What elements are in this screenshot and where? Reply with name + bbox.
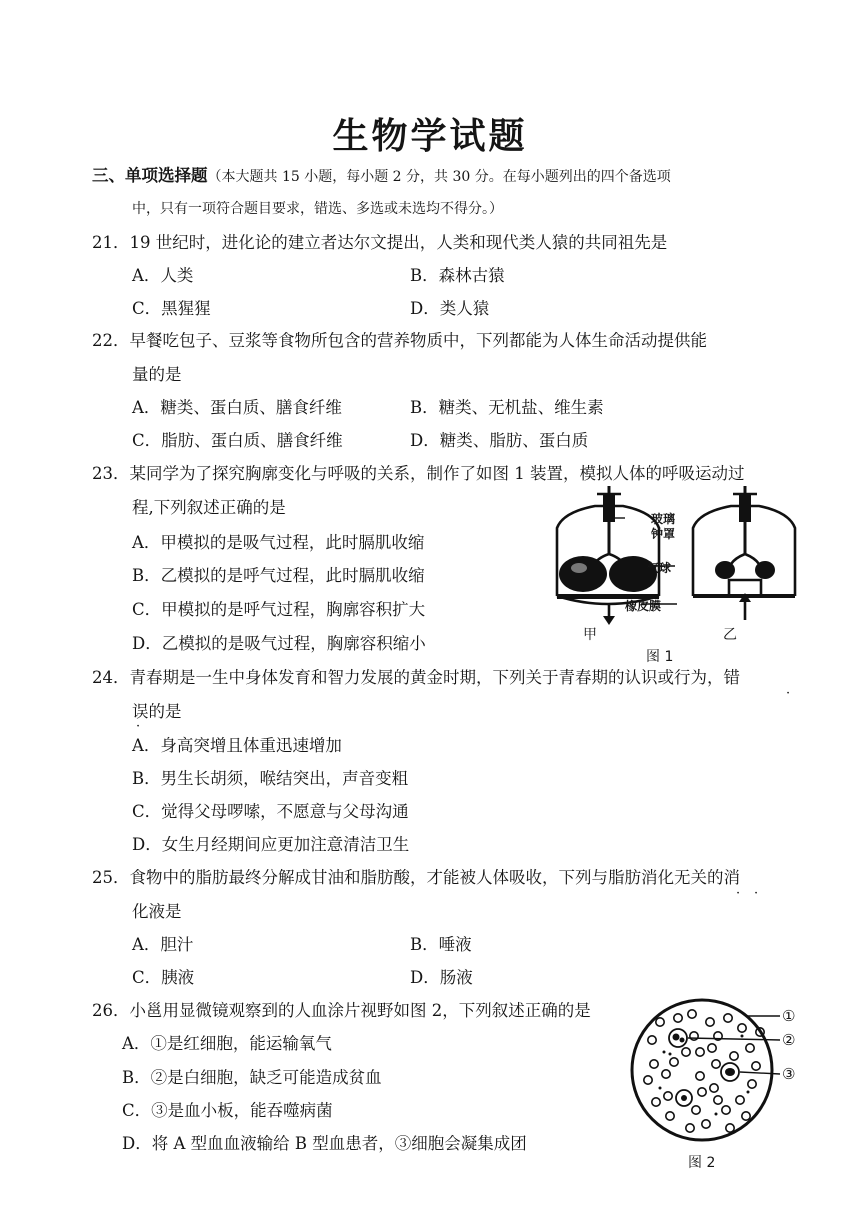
emphasis-dot: · [754, 886, 759, 901]
emphasis-dot: · [786, 686, 791, 701]
q26-option-c: C．③是血小板，能吞噬病菌 [122, 1101, 333, 1120]
fig1-panel-jia: 甲 [583, 627, 597, 643]
blood-smear-diagram [630, 992, 830, 1152]
question-21-stem: 21．19 世纪时，进化论的建立者达尔文提出，人类和现代类人猿的共同祖先是 [92, 233, 668, 252]
q22-option-d: D．糖类、脂肪、蛋白质 [410, 431, 589, 450]
q26-option-b: B．②是白细胞，缺乏可能造成贫血 [122, 1068, 382, 1087]
q25-option-c: C．胰液 [132, 968, 195, 987]
section-heading: 三、单项选择题 [92, 166, 208, 185]
question-25-stem-cont: 化液是 [132, 902, 182, 921]
q23-option-b: B．乙模拟的是呼气过程，此时膈肌收缩 [132, 566, 425, 585]
q25-option-d: D．肠液 [410, 968, 473, 987]
q22-option-b: B．糖类、无机盐、维生素 [410, 398, 604, 417]
q24-option-c: C．觉得父母啰嗦，不愿意与父母沟通 [132, 802, 409, 821]
section-note-cont: 中，只有一项符合题目要求，错选、多选或未选均不得分。） [132, 201, 503, 217]
question-23-stem-cont: 程,下列叙述正确的是 [132, 498, 286, 517]
q21-option-a: A．人类 [132, 266, 194, 285]
fig1-label-glass: 玻璃 [651, 512, 676, 526]
figure-1 [545, 484, 805, 670]
fig2-label-3: ③ [782, 1065, 796, 1083]
q25-option-a: A．胆汁 [132, 935, 194, 954]
q21-option-d: D．类人猿 [410, 299, 490, 318]
q23-option-d: D．乙模拟的是吸气过程，胸廓容积缩小 [132, 634, 426, 653]
q24-option-b: B．男生长胡须，喉结突出，声音变粗 [132, 769, 409, 788]
fig1-label-balloon: 气球 [647, 561, 672, 575]
fig2-caption: 图 2 [688, 1155, 716, 1171]
figure-2 [630, 992, 830, 1176]
fig2-label-2: ② [782, 1031, 796, 1049]
q22-option-a: A．糖类、蛋白质、膳食纤维 [132, 398, 342, 417]
q26-option-a: A．①是红细胞，能运输氧气 [122, 1034, 332, 1053]
section-note: （本大题共 15 小题，每小题 2 分，共 30 分。在每小题列出的四个备选项 [207, 169, 671, 185]
question-22-stem: 22．早餐吃包子、豆浆等食物所包含的营养物质中，下列都能为人体生命活动提供能 [92, 331, 707, 350]
q21-option-b: B．森林古猿 [410, 266, 505, 285]
question-24-stem: 24．青春期是一生中身体发育和智力发展的黄金时期，下列关于青春期的认识或行为，错 [92, 668, 740, 687]
fig1-panel-yi: 乙 [723, 627, 737, 643]
fig1-label-membrane: 橡皮膜 [625, 599, 662, 613]
emphasis-dot: · [136, 719, 141, 734]
fig1-caption: 图 1 [646, 649, 674, 665]
question-23-stem: 23．某同学为了探究胸廓变化与呼吸的关系，制作了如图 1 装置，模拟人体的呼吸运动过 [92, 464, 745, 483]
q22-option-c: C．脂肪、蛋白质、膳食纤维 [132, 431, 343, 450]
q24-option-a: A．身高突增且体重迅速增加 [132, 736, 342, 755]
fig2-label-1: ① [782, 1007, 796, 1025]
fig1-label-glass-jar [651, 512, 675, 542]
q23-option-c: C．甲模拟的是呼气过程，胸廓容积扩大 [132, 600, 426, 619]
question-26-stem: 26．小邕用显微镜观察到的人血涂片视野如图 2，下列叙述正确的是 [92, 1001, 591, 1020]
q25-option-b: B．唾液 [410, 935, 472, 954]
fig1-label-jar: 钟罩 [651, 527, 676, 541]
q26-option-d: D．将 A 型血血液输给 B 型血患者，③细胞会凝集成团 [122, 1134, 527, 1153]
question-24-stem-cont: 误的是 [132, 702, 182, 721]
q23-option-a: A．甲模拟的是吸气过程，此时膈肌收缩 [132, 533, 425, 552]
q21-option-c: C．黑猩猩 [132, 299, 211, 318]
q24-option-d: D．女生月经期间应更加注意清洁卫生 [132, 835, 410, 854]
emphasis-dot: · [736, 886, 741, 901]
question-22-stem-cont: 量的是 [132, 365, 182, 384]
page-title: 生物学试题 [332, 116, 528, 157]
section-heading-line [92, 166, 671, 187]
question-25-stem: 25．食物中的脂肪最终分解成甘油和脂肪酸，才能被人体吸收，下列与脂肪消化无关的消 [92, 868, 740, 887]
